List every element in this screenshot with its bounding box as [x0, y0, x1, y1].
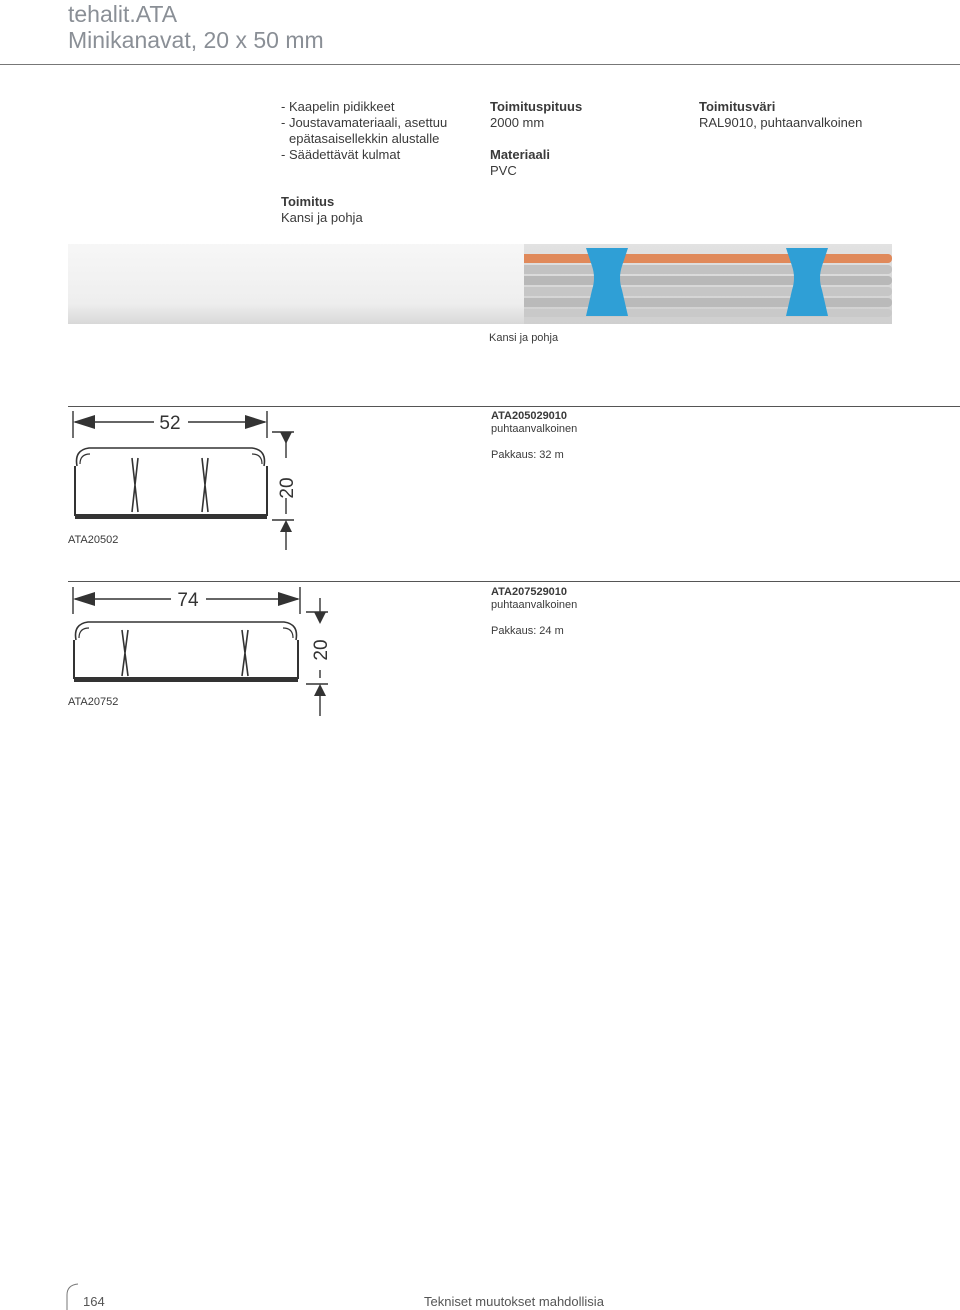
- material-label: Materiaali: [490, 147, 550, 162]
- drawing-reference: ATA20502: [68, 534, 119, 546]
- drawing-reference: ATA20752: [68, 696, 119, 708]
- page-number: 164: [83, 1294, 105, 1309]
- width-dimension: 52: [159, 413, 181, 434]
- length-value: 2000 mm: [490, 115, 545, 130]
- profile-drawing: [66, 408, 298, 552]
- product-code: ATA205029010: [491, 410, 568, 422]
- feature-item: - Joustavamateriaali, asettuu epätasaisellekkin alustalle: [281, 115, 448, 146]
- color-label: Toimitusväri: [699, 99, 776, 114]
- pack-size: Pakkaus: 32 m: [491, 449, 564, 461]
- brand-title: tehalit.ATA: [68, 1, 178, 27]
- delivery-value: Kansi ja pohja: [281, 210, 363, 225]
- height-dimension: 20: [277, 477, 298, 499]
- product-divider: [68, 406, 960, 407]
- product-divider: [68, 581, 960, 582]
- header-divider: [0, 64, 960, 65]
- material-value: PVC: [490, 163, 517, 178]
- length-label: Toimituspituus: [490, 99, 583, 114]
- product-color: puhtaanvalkoinen: [491, 599, 578, 611]
- footer-note: Tekniset muutokset mahdollisia: [424, 1294, 604, 1309]
- color-value: RAL9010, puhtaanvalkoinen: [699, 115, 863, 130]
- page-title: Minikanavat, 20 x 50 mm: [68, 27, 324, 53]
- product-code: ATA207529010: [491, 586, 568, 598]
- feature-list: [281, 99, 447, 163]
- photo-caption: Kansi ja pohja: [489, 332, 559, 344]
- product-photo: [68, 238, 892, 324]
- height-dimension: 20: [311, 639, 332, 661]
- delivery-label: Toimitus: [281, 194, 335, 209]
- feature-item: - Säädettävät kulmat: [281, 147, 401, 162]
- width-dimension: 74: [177, 590, 199, 611]
- pack-size: Pakkaus: 24 m: [491, 625, 564, 637]
- feature-item: - Kaapelin pidikkeet: [281, 99, 395, 114]
- product-color: puhtaanvalkoinen: [491, 423, 578, 435]
